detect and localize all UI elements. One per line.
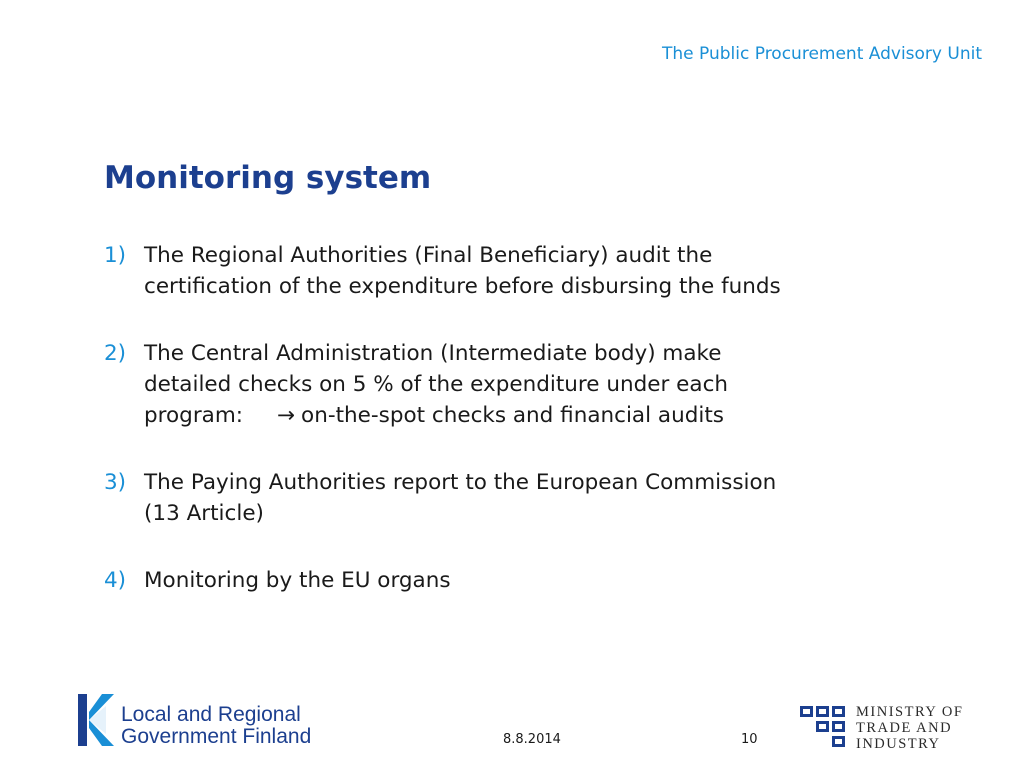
slide-title: Monitoring system [104,160,432,196]
right-logo-line3: INDUSTRY [856,736,941,752]
list-item-number: 1) [104,243,127,268]
left-logo-wordmark [121,704,311,748]
list-item-number: 3) [104,470,127,495]
list-item-number: 2) [104,341,127,366]
page-number: 10 [741,732,758,747]
list-item-text: Monitoring by the EU organs [144,568,451,593]
local-regional-government-logo [76,690,316,750]
right-arrow-icon: → [277,403,296,428]
footer-date: 8.8.2014 [503,732,561,747]
right-logo-line1: MINISTRY OF [856,704,964,720]
monitoring-list [104,240,824,596]
list-item-text-before-arrow: The Central Administration (Intermediate body) make detailed checks on 5 % of the expenditure under each program: [144,341,729,428]
header-unit-name: The Public Procurement Advisory Unit [662,44,982,64]
list-item-number: 4) [104,568,127,593]
left-logo-line2: Government Finland [121,725,312,748]
list-item-text: The Paying Authorities report to the European Commission (13 Article) [144,470,777,526]
list-item-text-after-arrow: on-the-spot checks and financial audits [301,403,724,428]
right-logo-line2: TRADE AND [856,720,953,736]
ministry-of-trade-logo [800,704,970,754]
right-logo-wordmark [856,704,963,752]
list-item [104,338,824,431]
list-item-text: The Regional Authorities (Final Beneficiary) audit the certification of the expenditure before disbursing the funds [144,243,781,299]
list-item [104,240,824,302]
kuntaliitto-mark-icon [76,690,120,750]
list-item [104,565,824,596]
left-logo-line1: Local and Regional [121,703,301,726]
ministry-emblem-icon [800,704,850,750]
list-item [104,467,824,529]
list-item-text [144,338,809,431]
